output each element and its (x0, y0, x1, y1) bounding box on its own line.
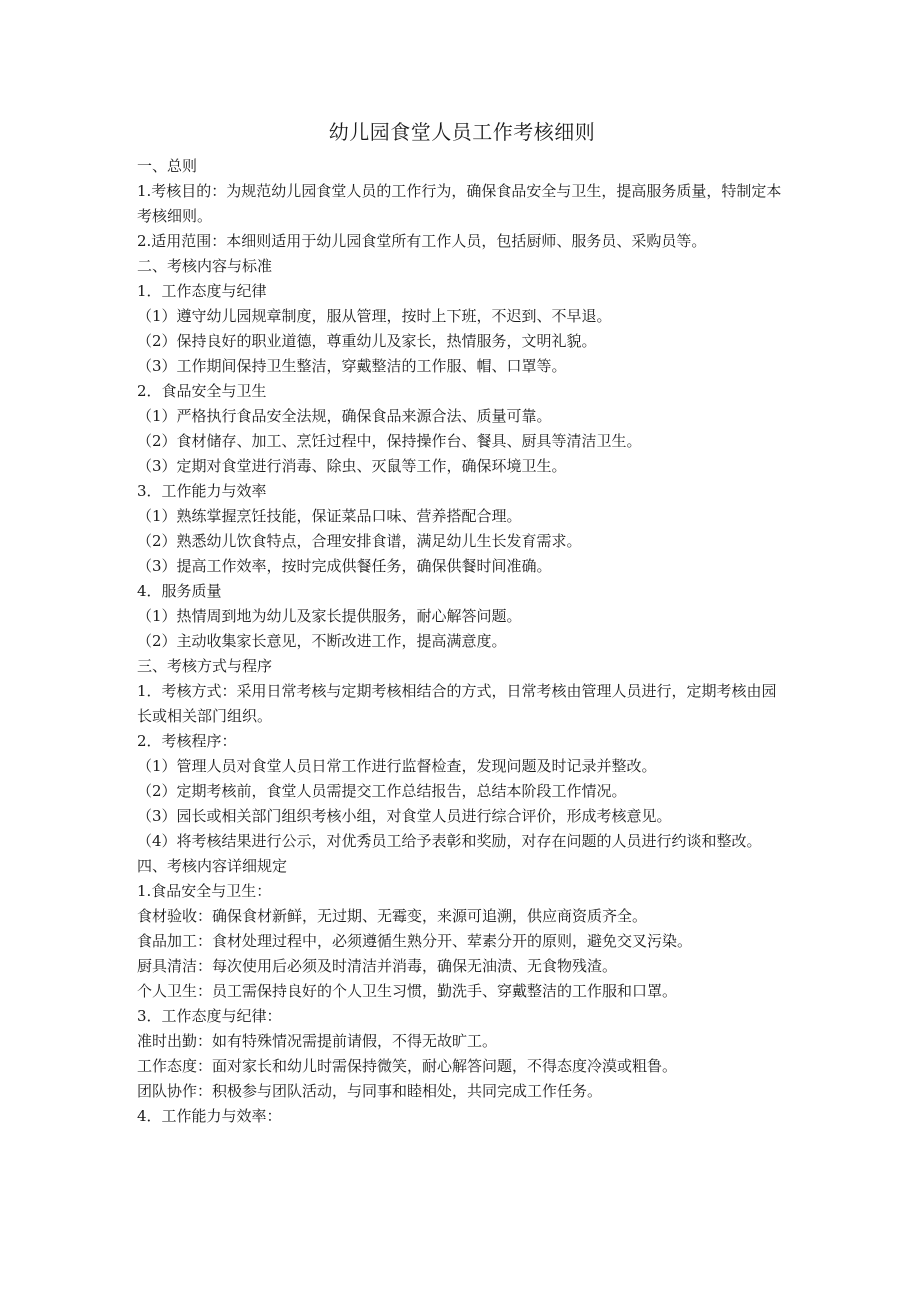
paragraph-scope: 2.适用范围：本细则适用于幼儿园食堂所有工作人员，包括厨师、服务员、采购员等。 (137, 232, 707, 250)
document-page (137, 110, 787, 1129)
detail-item: 工作态度：面对家长和幼儿时需保持微笑，耐心解答问题，不得态度冷漠或粗鲁。 (137, 1057, 678, 1075)
list-item: （1）严格执行食品安全法规，确保食品来源合法、质量可靠。 (137, 407, 552, 425)
subheading-food-safety-detail: 1.食品安全与卫生： (137, 882, 272, 900)
section-heading-details: 四、考核内容详细规定 (137, 857, 288, 875)
list-item: （1）管理人员对食堂人员日常工作进行监督检查，发现问题及时记录并整改。 (137, 757, 657, 775)
list-item: （2）食材储存、加工、烹饪过程中，保持操作台、餐具、厨具等清洁卫生。 (137, 432, 642, 450)
list-item: （2）主动收集家长意见，不断改进工作，提高满意度。 (137, 632, 507, 650)
section-heading-general: 一、总则 (137, 157, 198, 175)
list-item: （3）工作期间保持卫生整洁，穿戴整洁的工作服、帽、口罩等。 (137, 357, 567, 375)
detail-item: 食材验收：确保食材新鲜，无过期、无霉变，来源可追溯，供应商资质齐全。 (137, 907, 648, 925)
section-heading-content: 二、考核内容与标准 (137, 257, 273, 275)
detail-item: 准时出勤：如有特殊情况需提前请假，不得无故旷工。 (137, 1032, 498, 1050)
detail-item: 团队协作：积极参与团队活动，与同事和睦相处，共同完成工作任务。 (137, 1082, 603, 1100)
list-item: （1）熟练掌握烹饪技能，保证菜品口味、营养搭配合理。 (137, 507, 522, 525)
document-title: 幼儿园食堂人员工作考核细则 (328, 120, 596, 144)
subheading-ability: 3．工作能力与效率 (137, 482, 267, 500)
detail-item: 厨具清洁：每次使用后必须及时清洁并消毒，确保无油渍、无食物残渣。 (137, 957, 618, 975)
section-heading-method: 三、考核方式与程序 (137, 657, 273, 675)
subheading-service: 4．服务质量 (137, 582, 222, 600)
detail-item: 个人卫生：员工需保持良好的个人卫生习惯，勤洗手、穿戴整洁的工作服和口罩。 (137, 982, 678, 1000)
list-item: （2）熟悉幼儿饮食特点，合理安排食谱，满足幼儿生长发育需求。 (137, 532, 582, 550)
list-item: （3）园长或相关部门组织考核小组，对食堂人员进行综合评价，形成考核意见。 (137, 807, 672, 825)
subheading-procedure: 2．考核程序： (137, 732, 237, 750)
list-item: （1）热情周到地为幼儿及家长提供服务，耐心解答问题。 (137, 607, 522, 625)
document-body (137, 154, 787, 1129)
paragraph-purpose: 1.考核目的：为规范幼儿园食堂人员的工作行为，确保食品安全与卫生，提高服务质量，特制定本考核细则。 (137, 182, 782, 225)
list-item: （3）定期对食堂进行消毒、除虫、灭鼠等工作，确保环境卫生。 (137, 457, 567, 475)
list-item: （3）提高工作效率，按时完成供餐任务，确保供餐时间准确。 (137, 557, 552, 575)
subheading-attitude: 1．工作态度与纪律 (137, 282, 267, 300)
subheading-food-safety: 2．食品安全与卫生 (137, 382, 267, 400)
list-item: （2）保持良好的职业道德，尊重幼儿及家长，热情服务，文明礼貌。 (137, 332, 597, 350)
list-item: （2）定期考核前，食堂人员需提交工作总结报告，总结本阶段工作情况。 (137, 782, 627, 800)
paragraph-method: 1．考核方式：采用日常考核与定期考核相结合的方式，日常考核由管理人员进行，定期考核由园长或相关部门组织。 (137, 682, 777, 725)
list-item: （4）将考核结果进行公示，对优秀员工给予表彰和奖励，对存在问题的人员进行约谈和整改。 (137, 832, 762, 850)
subheading-ability-detail: 4．工作能力与效率： (137, 1107, 282, 1125)
list-item: （1）遵守幼儿园规章制度，服从管理，按时上下班，不迟到、不早退。 (137, 307, 612, 325)
detail-item: 食品加工：食材处理过程中，必须遵循生熟分开、荤素分开的原则，避免交叉污染。 (137, 932, 693, 950)
subheading-attitude-detail: 3．工作态度与纪律： (137, 1007, 282, 1025)
